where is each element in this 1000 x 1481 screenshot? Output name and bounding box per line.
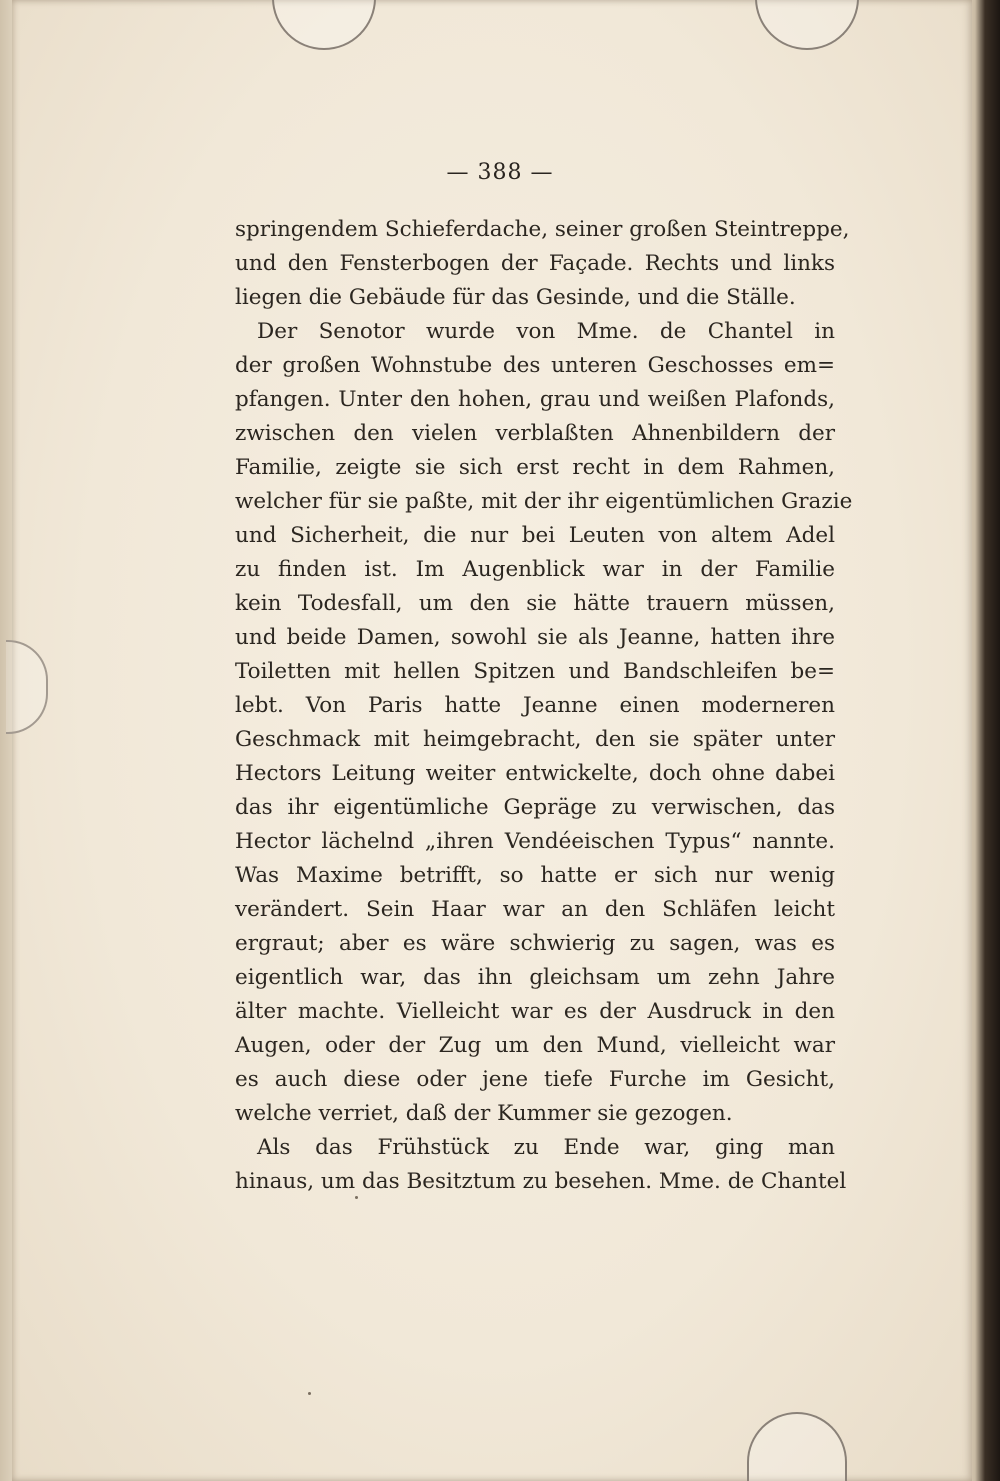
text-line: verändert. Sein Haar war an den Schläfen leicht bbox=[235, 897, 835, 922]
text-line: springendem Schieferdache, seiner großen Steintreppe, bbox=[235, 217, 850, 242]
text-line: und Sicherheit, die nur bei Leuten von altem Adel bbox=[235, 523, 835, 548]
text-line: zu finden ist. Im Augenblick war in der Familie bbox=[235, 557, 835, 582]
text-line: lebt. Von Paris hatte Jeanne einen moderneren bbox=[235, 693, 835, 718]
text-line: hinaus, um das Besitztum zu besehen. Mme. de Chantel bbox=[235, 1169, 847, 1194]
paper-speck bbox=[308, 1392, 311, 1395]
text-line: Toiletten mit hellen Spitzen und Bandschleifen be= bbox=[235, 659, 835, 684]
text-line: Der Senotor wurde von Mme. de Chantel in bbox=[257, 319, 835, 344]
text-line: Augen, oder der Zug um den Mund, vielleicht war bbox=[235, 1033, 835, 1058]
text-line: und beide Damen, sowohl sie als Jeanne, hatten ihre bbox=[235, 625, 835, 650]
text-line: älter machte. Vielleicht war es der Ausdruck in den bbox=[235, 999, 835, 1024]
text-line: welcher für sie paßte, mit der ihr eigentümlichen Grazie bbox=[235, 489, 853, 514]
body-text bbox=[235, 213, 853, 1199]
text-line: der großen Wohnstube des unteren Geschosses em= bbox=[235, 353, 835, 378]
text-line: pfangen. Unter den hohen, grau und weißen Plafonds, bbox=[235, 387, 835, 412]
text-line: liegen die Gebäude für das Gesinde, und die Ställe. bbox=[235, 285, 796, 310]
text-line: Geschmack mit heimgebracht, den sie später unter bbox=[235, 727, 835, 752]
text-line: Als das Frühstück zu Ende war, ging man bbox=[257, 1135, 835, 1160]
text-line: ergraut; aber es wäre schwierig zu sagen, was es bbox=[235, 931, 835, 956]
text-line: Familie, zeigte sie sich erst recht in dem Rahmen, bbox=[235, 455, 835, 480]
text-line: kein Todesfall, um den sie hätte trauern müssen, bbox=[235, 591, 835, 616]
text-line: zwischen den vielen verblaßten Ahnenbildern der bbox=[235, 421, 835, 446]
page-number: — 388 — bbox=[446, 160, 554, 185]
text-line: Was Maxime betrifft, so hatte er sich nur wenig bbox=[235, 863, 835, 888]
text-line: Hector lächelnd „ihren Vendéeischen Typus“ nannte. bbox=[235, 829, 835, 854]
text-line: Hectors Leitung weiter entwickelte, doch ohne dabei bbox=[235, 761, 835, 786]
text-line: das ihr eigentümliche Gepräge zu verwischen, das bbox=[235, 795, 835, 820]
text-line: welche verriet, daß der Kummer sie gezogen. bbox=[235, 1101, 733, 1126]
text-line: eigentlich war, das ihn gleichsam um zehn Jahre bbox=[235, 965, 835, 990]
text-line: es auch diese oder jene tiefe Furche im Gesicht, bbox=[235, 1067, 835, 1092]
text-line: und den Fensterbogen der Façade. Rechts und links bbox=[235, 251, 835, 276]
